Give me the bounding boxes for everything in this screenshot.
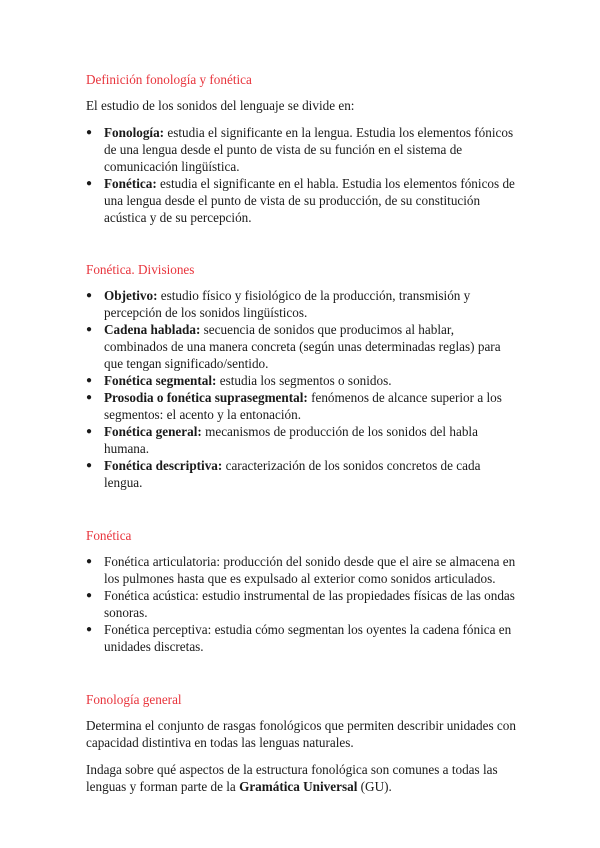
list-item [86, 457, 516, 491]
item-text: fenómenos de alcance superior a los segmentos: el acento y la entonación. [104, 390, 502, 422]
bullet-icon: ● [86, 127, 93, 138]
bullet-icon: ● [86, 375, 93, 386]
item-text: estudia el significante en el habla. Estudia los elementos fónicos de una lengua desde el punto de vista de su producción, de su constitución acústica y de su percepción. [104, 176, 515, 225]
item-term: Fonética segmental: [104, 373, 217, 388]
bullet-icon: ● [86, 426, 93, 437]
divisions-list [86, 287, 516, 491]
item-text: Fonética perceptiva: estudia cómo segmentan los oyentes la cadena fónica en unidades discretas. [104, 622, 512, 654]
bullet-icon: ● [86, 178, 93, 189]
bullet-icon: ● [86, 324, 93, 335]
bullet-icon: ● [86, 290, 93, 301]
list-item [86, 372, 516, 389]
fonetica-list [86, 553, 516, 655]
item-text: Fonética acústica: estudio instrumental de las propiedades físicas de las ondas sonoras. [104, 588, 515, 620]
list-item [86, 621, 516, 655]
item-term: Fonología: [104, 125, 165, 140]
list-item [86, 553, 516, 587]
gramatica-universal-term: Gramática Universal [239, 779, 358, 794]
list-item [86, 587, 516, 621]
item-text: Fonética articulatoria: producción del sonido desde que el aire se almacena en los pulmones hasta que es expulsado al exterior como sonidos articulados. [104, 554, 516, 586]
paragraph-text: (GU). [357, 779, 392, 794]
item-term: Fonética general: [104, 424, 202, 439]
item-text: estudio físico y fisiológico de la producción, transmisión y percepción de los sonidos lingüísticos. [104, 288, 471, 320]
item-term: Fonética: [104, 176, 157, 191]
section-intro: El estudio de los sonidos del lenguaje se divide en: [86, 98, 355, 113]
list-item [86, 423, 516, 457]
bullet-icon: ● [86, 624, 93, 635]
paragraph [86, 761, 516, 795]
item-text: caracterización de los sonidos concretos de cada lengua. [104, 458, 481, 490]
list-item [86, 124, 516, 175]
document-content [86, 71, 516, 795]
definition-list [86, 124, 516, 226]
list-item [86, 287, 516, 321]
item-text: estudia los segmentos o sonidos. [216, 373, 392, 388]
section-heading-divisiones: Fonética. Divisiones [86, 262, 195, 277]
item-text: secuencia de sonidos que producimos al hablar, combinados de una manera concreta (según unas determinadas reglas) para que tengan significado/sentido. [104, 322, 501, 371]
section-heading-fonologia-general: Fonología general [86, 692, 182, 707]
item-text: mecanismos de producción de los sonidos del habla humana. [104, 424, 478, 456]
bullet-icon: ● [86, 556, 93, 567]
item-term: Objetivo: [104, 288, 158, 303]
list-item [86, 321, 516, 372]
item-term: Cadena hablada: [104, 322, 201, 337]
bullet-icon: ● [86, 392, 93, 403]
item-term: Fonética descriptiva: [104, 458, 223, 473]
bullet-icon: ● [86, 590, 93, 601]
list-item [86, 389, 516, 423]
section-heading-definicion: Definición fonología y fonética [86, 72, 252, 87]
paragraph-text: Indaga sobre qué aspectos de la estructura fonológica son comunes a todas las lenguas y forman parte de la [86, 762, 498, 794]
bullet-icon: ● [86, 460, 93, 471]
paragraph: Determina el conjunto de rasgas fonológicos que permiten describir unidades con capacidad distintiva en todas las lenguas naturales. [86, 718, 516, 750]
list-item [86, 175, 516, 226]
item-term: Prosodia o fonética suprasegmental: [104, 390, 308, 405]
section-heading-fonetica: Fonética [86, 528, 132, 543]
item-text: estudia el significante en la lengua. Estudia los elementos fónicos de una lengua desde el punto de vista de su función en el sistema de comunicación lingüística. [104, 125, 514, 174]
